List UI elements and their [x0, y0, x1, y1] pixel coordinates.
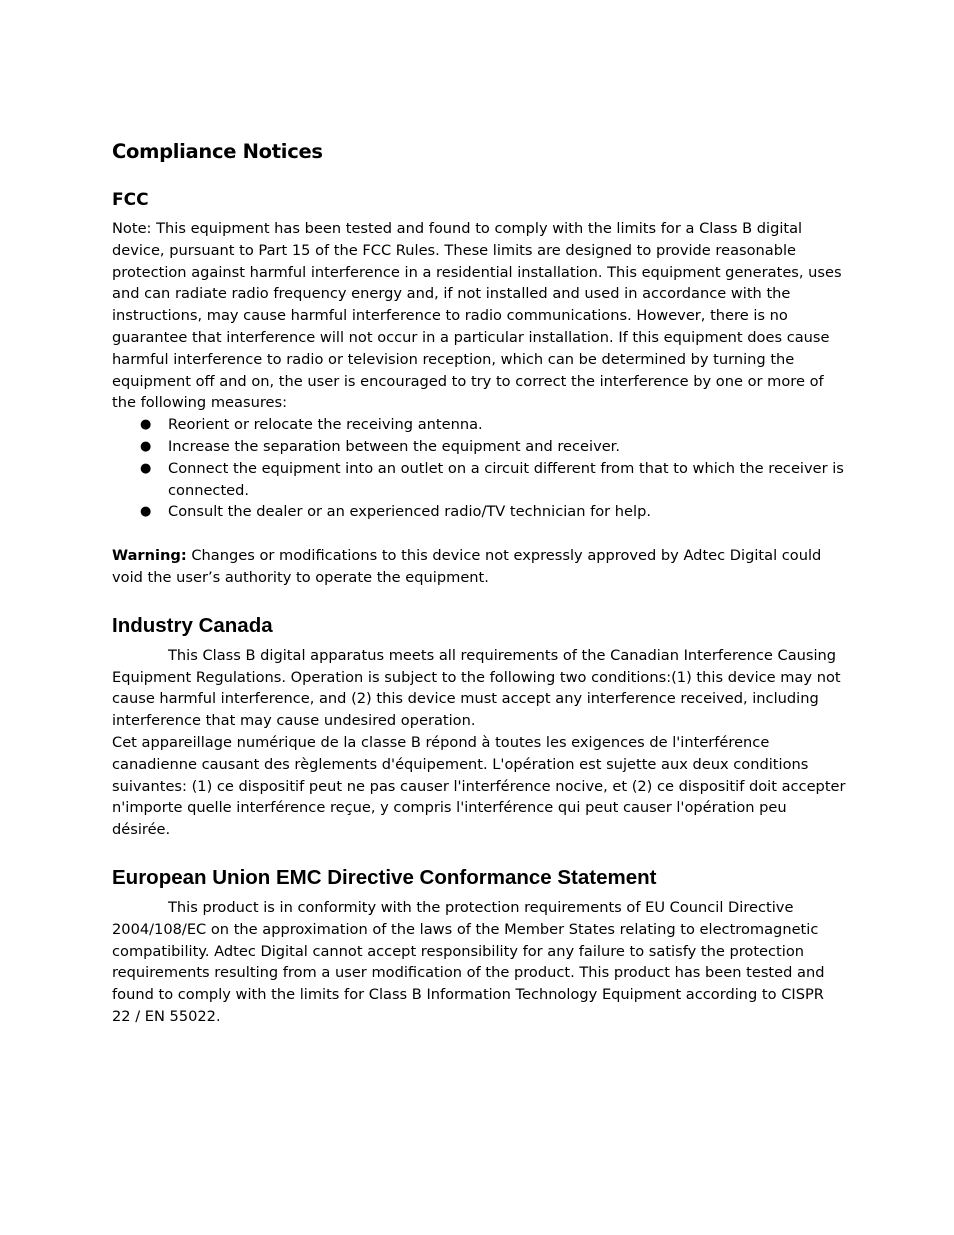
page-title: Compliance Notices — [112, 140, 323, 163]
measure-text: Consult the dealer or an experienced radio/TV technician for help. — [168, 503, 651, 521]
industry-canada-french: Cet appareillage numérique de la classe B répond à toutes les exigences de l'interférence canadienne causant des règlements d'équipement. L'opération est sujette aux deux conditions suivantes: (1) ce dispositif peut ne pas causer l'interférence nocive, et (2) ce dispositif doit accepter n'importe quelle interférence reçue, y compris l'interférence qui peut causer l'opération peu désirée. — [112, 733, 846, 839]
industry-canada-english: This Class B digital apparatus meets all requirements of the Canadian Interference Causing Equipment Regulations. Operation is subject to the following two conditions:(1) this device may not cause harmful interference, and (2) this device must accept any interference received, including interference that may cause undesired operation. — [112, 646, 841, 730]
fcc-heading: FCC — [112, 190, 149, 210]
document-page — [112, 138, 847, 1028]
list-item — [140, 458, 847, 502]
eu-emc-text: This product is in conformity with the protection requirements of EU Council Directive 2004/108/EC on the approximation of the laws of the Member States relating to electromagnetic compatibility. Adtec Digital cannot accept responsibility for any failure to satisfy the protection requirements resulting from a user modification of the product. This product has been tested and found to comply with the limits for Class B Information Technology Equipment according to CISPR 22 / EN 55022. — [112, 898, 825, 1025]
measure-text: Reorient or relocate the receiving antenna. — [168, 416, 483, 434]
fcc-note: Note: This equipment has been tested and found to comply with the limits for a Class B digital device, pursuant to Part 15 of the FCC Rules. These limits are designed to provide reasonable protection against harmful interference in a residential installation. This equipment generates, uses and can radiate radio frequency energy and, if not installed and used in accordance with the instructions, may cause harmful interference to radio communications. However, there is no guarantee that interference will not occur in a particular installation. If this equipment does cause harmful interference to radio or television reception, which can be determined by turning the equipment off and on, the user is encouraged to try to correct the interference by one or more of the following measures: — [112, 220, 842, 412]
eu-emc-section — [112, 865, 847, 1028]
industry-canada-section — [112, 613, 847, 841]
warning-label: Warning: — [112, 547, 187, 565]
eu-emc-heading: European Union EMC Directive Conformance Statement — [112, 865, 657, 889]
fcc-measures-list — [112, 414, 847, 523]
industry-canada-heading: Industry Canada — [112, 613, 273, 637]
fcc-section — [112, 188, 847, 589]
bullet-icon: ● — [140, 438, 152, 454]
bullet-icon: ● — [140, 460, 152, 476]
measure-text: Increase the separation between the equipment and receiver. — [168, 437, 620, 455]
bullet-icon: ● — [140, 417, 152, 433]
list-item — [140, 436, 847, 458]
list-item — [140, 501, 847, 523]
list-item — [140, 414, 847, 436]
measure-text: Connect the equipment into an outlet on a circuit different from that to which the receiver is connected. — [168, 459, 844, 499]
fcc-warning — [112, 545, 847, 589]
bullet-icon: ● — [140, 504, 152, 520]
warning-text: Changes or modifications to this device not expressly approved by Adtec Digital could void the user’s authority to operate the equipment. — [112, 547, 822, 586]
